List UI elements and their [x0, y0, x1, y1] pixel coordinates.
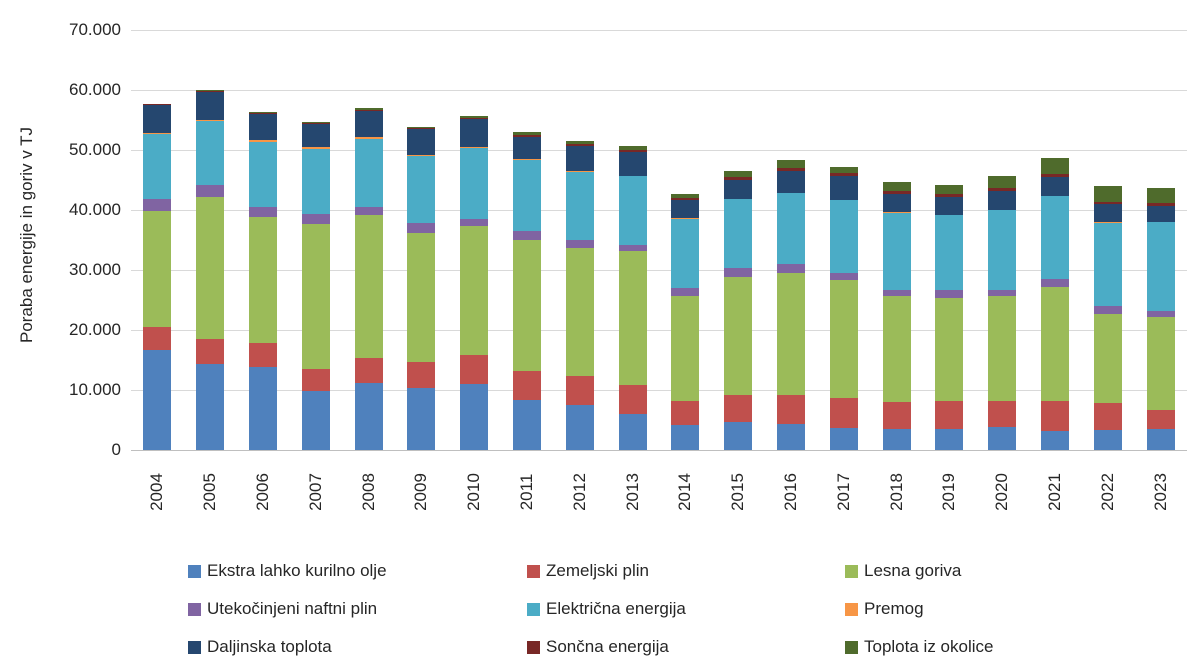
- legend: [188, 552, 993, 662]
- legend-swatch: [527, 641, 540, 654]
- bar-segment: [513, 231, 541, 240]
- bar-2022: [1094, 186, 1122, 450]
- bar-2016: [777, 160, 805, 450]
- bar-segment: [988, 427, 1016, 450]
- bar-segment: [777, 171, 805, 193]
- bar-segment: [460, 219, 488, 227]
- bar-segment: [566, 240, 594, 248]
- legend-swatch: [845, 565, 858, 578]
- legend-swatch: [188, 603, 201, 616]
- bar-segment: [1094, 430, 1122, 450]
- bar-segment: [935, 185, 963, 194]
- bar-segment: [935, 215, 963, 290]
- bar-segment: [143, 350, 171, 450]
- bar-segment: [1094, 403, 1122, 430]
- bar-segment: [619, 251, 647, 385]
- gridline: [131, 390, 1187, 391]
- x-tick-label: 2023: [1150, 473, 1170, 511]
- bar-segment: [302, 369, 330, 391]
- y-tick-label: 70.000: [69, 20, 121, 39]
- bar-segment: [249, 114, 277, 140]
- x-tick-label: 2017: [833, 473, 853, 511]
- bar-segment: [671, 401, 699, 424]
- bar-segment: [1094, 306, 1122, 313]
- bar-segment: [566, 405, 594, 450]
- bar-segment: [830, 280, 858, 398]
- bar-segment: [619, 414, 647, 450]
- bar-segment: [513, 160, 541, 231]
- bar-segment: [407, 388, 435, 450]
- bar-segment: [355, 215, 383, 357]
- bar-2009: [407, 127, 435, 450]
- legend-item: [527, 599, 845, 619]
- y-tick-label: 40.000: [69, 200, 121, 219]
- legend-label: Premog: [864, 599, 924, 618]
- bar-segment: [988, 210, 1016, 290]
- bar-segment: [619, 385, 647, 414]
- bar-2017: [830, 167, 858, 450]
- bar-segment: [355, 111, 383, 137]
- bar-segment: [1094, 204, 1122, 222]
- x-tick-label: 2019: [939, 473, 959, 511]
- legend-swatch: [527, 565, 540, 578]
- bar-segment: [302, 224, 330, 369]
- bar-segment: [196, 185, 224, 196]
- bar-segment: [1041, 196, 1069, 279]
- y-tick-label: 60.000: [69, 80, 121, 99]
- bar-segment: [619, 245, 647, 252]
- gridline: [131, 90, 1187, 91]
- x-tick-label: 2013: [622, 473, 642, 511]
- bar-segment: [935, 401, 963, 429]
- bar-segment: [724, 268, 752, 276]
- bar-segment: [407, 156, 435, 223]
- legend-label: Utekočinjeni naftni plin: [207, 599, 378, 618]
- legend-label: Zemeljski plin: [546, 561, 649, 580]
- bar-segment: [988, 176, 1016, 189]
- legend-item: [188, 561, 527, 581]
- y-tick-label: 20.000: [69, 320, 121, 339]
- x-tick-label: 2010: [464, 473, 484, 511]
- bar-segment: [143, 211, 171, 327]
- bar-segment: [988, 296, 1016, 400]
- y-tick-label: 0: [111, 440, 121, 459]
- bar-segment: [355, 207, 383, 215]
- bar-segment: [830, 428, 858, 450]
- bar-segment: [407, 362, 435, 389]
- bar-2023: [1147, 188, 1175, 450]
- bar-segment: [1041, 431, 1069, 450]
- bar-segment: [249, 217, 277, 343]
- bar-segment: [1147, 188, 1175, 203]
- x-tick-label: 2011: [517, 473, 536, 511]
- bar-segment: [777, 273, 805, 395]
- bar-segment: [196, 364, 224, 450]
- bar-segment: [883, 182, 911, 190]
- legend-swatch: [188, 565, 201, 578]
- bar-segment: [249, 207, 277, 217]
- bar-segment: [196, 121, 224, 185]
- gridline: [131, 30, 1187, 31]
- bar-segment: [460, 148, 488, 219]
- bar-segment: [988, 401, 1016, 427]
- bar-2013: [619, 146, 647, 450]
- y-axis-title: Poraba energije in goriv v TJ: [17, 126, 36, 344]
- bar-segment: [1147, 206, 1175, 222]
- bar-segment: [460, 119, 488, 147]
- bar-2007: [302, 122, 330, 450]
- legend-label: Toplota iz okolice: [864, 637, 994, 656]
- bar-segment: [619, 152, 647, 176]
- bar-segment: [513, 371, 541, 400]
- bar-segment: [988, 290, 1016, 297]
- x-tick-label: 2014: [675, 473, 695, 511]
- legend-label: Ekstra lahko kurilno olje: [207, 561, 387, 580]
- bar-segment: [1094, 186, 1122, 202]
- y-tick-label: 10.000: [69, 380, 121, 399]
- bar-2021: [1041, 158, 1069, 450]
- bar-segment: [988, 191, 1016, 209]
- bar-segment: [935, 290, 963, 298]
- bar-segment: [460, 226, 488, 355]
- bar-segment: [355, 358, 383, 383]
- bar-segment: [777, 160, 805, 168]
- bar-2019: [935, 185, 963, 450]
- bar-segment: [830, 398, 858, 428]
- bar-segment: [830, 176, 858, 199]
- x-tick-label: 2005: [200, 473, 220, 511]
- bar-segment: [671, 219, 699, 289]
- bar-segment: [777, 264, 805, 272]
- bar-segment: [883, 402, 911, 429]
- bar-segment: [513, 137, 541, 159]
- bar-segment: [302, 124, 330, 147]
- bar-segment: [566, 248, 594, 376]
- legend-label: Daljinska toplota: [207, 637, 332, 656]
- bar-segment: [830, 273, 858, 280]
- bar-segment: [724, 180, 752, 199]
- bar-segment: [935, 298, 963, 402]
- bar-segment: [724, 171, 752, 178]
- bar-segment: [619, 176, 647, 244]
- bar-segment: [566, 146, 594, 171]
- legend-swatch: [845, 603, 858, 616]
- bar-segment: [724, 199, 752, 268]
- bar-2014: [671, 194, 699, 450]
- bar-segment: [249, 142, 277, 207]
- legend-swatch: [188, 641, 201, 654]
- bar-segment: [566, 172, 594, 240]
- legend-item: [188, 637, 527, 657]
- bar-segment: [249, 367, 277, 450]
- x-tick-label: 2009: [411, 473, 431, 511]
- bar-segment: [407, 233, 435, 362]
- bar-segment: [883, 296, 911, 402]
- x-tick-label: 2006: [253, 473, 272, 511]
- bar-segment: [513, 240, 541, 371]
- bar-2012: [566, 141, 594, 450]
- bar-segment: [566, 376, 594, 405]
- bar-segment: [777, 395, 805, 425]
- bar-segment: [143, 134, 171, 199]
- legend-label: Električna energija: [546, 599, 686, 618]
- bar-segment: [1041, 177, 1069, 196]
- legend-label: Lesna goriva: [864, 561, 962, 580]
- bar-segment: [196, 197, 224, 339]
- x-axis-line: [131, 450, 1187, 451]
- bar-segment: [671, 296, 699, 401]
- bar-segment: [1094, 223, 1122, 307]
- bar-segment: [935, 429, 963, 450]
- bar-segment: [1147, 429, 1175, 450]
- bar-2004: [143, 104, 171, 450]
- bar-segment: [355, 139, 383, 207]
- bar-segment: [724, 422, 752, 450]
- bar-segment: [671, 425, 699, 450]
- gridline: [131, 150, 1187, 151]
- bar-segment: [724, 395, 752, 423]
- bar-segment: [777, 193, 805, 264]
- legend-item: [845, 561, 993, 581]
- bar-segment: [883, 290, 911, 297]
- bar-segment: [1041, 401, 1069, 430]
- x-tick-label: 2008: [358, 473, 378, 511]
- bar-segment: [935, 197, 963, 215]
- gridline: [131, 330, 1187, 331]
- bar-segment: [355, 383, 383, 450]
- bar-segment: [407, 223, 435, 233]
- bar-segment: [196, 92, 224, 120]
- legend-item: [188, 599, 527, 619]
- bar-segment: [1147, 222, 1175, 311]
- legend-item: [527, 561, 845, 581]
- bar-segment: [671, 200, 699, 219]
- legend-label: Sončna energija: [546, 637, 669, 656]
- bar-segment: [883, 213, 911, 290]
- bar-2008: [355, 108, 383, 450]
- bar-segment: [1041, 279, 1069, 287]
- bar-2015: [724, 171, 752, 450]
- x-tick-label: 2021: [1045, 473, 1064, 511]
- x-tick-label: 2012: [569, 473, 589, 511]
- bar-segment: [302, 391, 330, 450]
- bar-segment: [1041, 158, 1069, 174]
- x-tick-label: 2004: [147, 473, 167, 511]
- legend-swatch: [527, 603, 540, 616]
- bar-2005: [196, 90, 224, 450]
- x-tick-label: 2016: [781, 473, 800, 511]
- bar-2006: [249, 112, 277, 450]
- bar-segment: [830, 200, 858, 273]
- bar-segment: [143, 199, 171, 210]
- bar-segment: [143, 105, 171, 133]
- legend-item: [845, 637, 993, 657]
- x-tick-label: 2007: [305, 473, 325, 511]
- bar-2018: [883, 182, 911, 450]
- bar-segment: [460, 384, 488, 450]
- bar-segment: [302, 214, 330, 224]
- x-tick-label: 2015: [728, 473, 748, 511]
- x-tick-label: 2022: [1097, 473, 1117, 511]
- bar-segment: [460, 355, 488, 384]
- bar-segment: [196, 339, 224, 364]
- x-tick-label: 2020: [992, 473, 1012, 511]
- gridline: [131, 270, 1187, 271]
- bar-segment: [724, 277, 752, 395]
- legend-item: [527, 637, 845, 657]
- x-tick-label: 2018: [886, 473, 906, 511]
- bar-segment: [671, 288, 699, 296]
- y-tick-label: 50.000: [69, 140, 121, 159]
- bar-segment: [1147, 410, 1175, 430]
- bar-2020: [988, 176, 1016, 450]
- bar-2010: [460, 116, 488, 450]
- bar-segment: [883, 194, 911, 212]
- bar-segment: [249, 343, 277, 367]
- bar-segment: [1041, 287, 1069, 401]
- bar-segment: [1094, 314, 1122, 403]
- plot-area: [131, 30, 1187, 450]
- gridline: [131, 210, 1187, 211]
- bar-2011: [513, 132, 541, 450]
- bar-segment: [407, 129, 435, 155]
- bar-segment: [513, 400, 541, 450]
- legend-item: [845, 599, 993, 619]
- bar-segment: [1147, 317, 1175, 409]
- bar-segment: [302, 149, 330, 214]
- bar-segment: [883, 429, 911, 450]
- bar-segment: [143, 327, 171, 350]
- legend-swatch: [845, 641, 858, 654]
- bar-segment: [777, 424, 805, 450]
- y-tick-label: 30.000: [69, 260, 121, 279]
